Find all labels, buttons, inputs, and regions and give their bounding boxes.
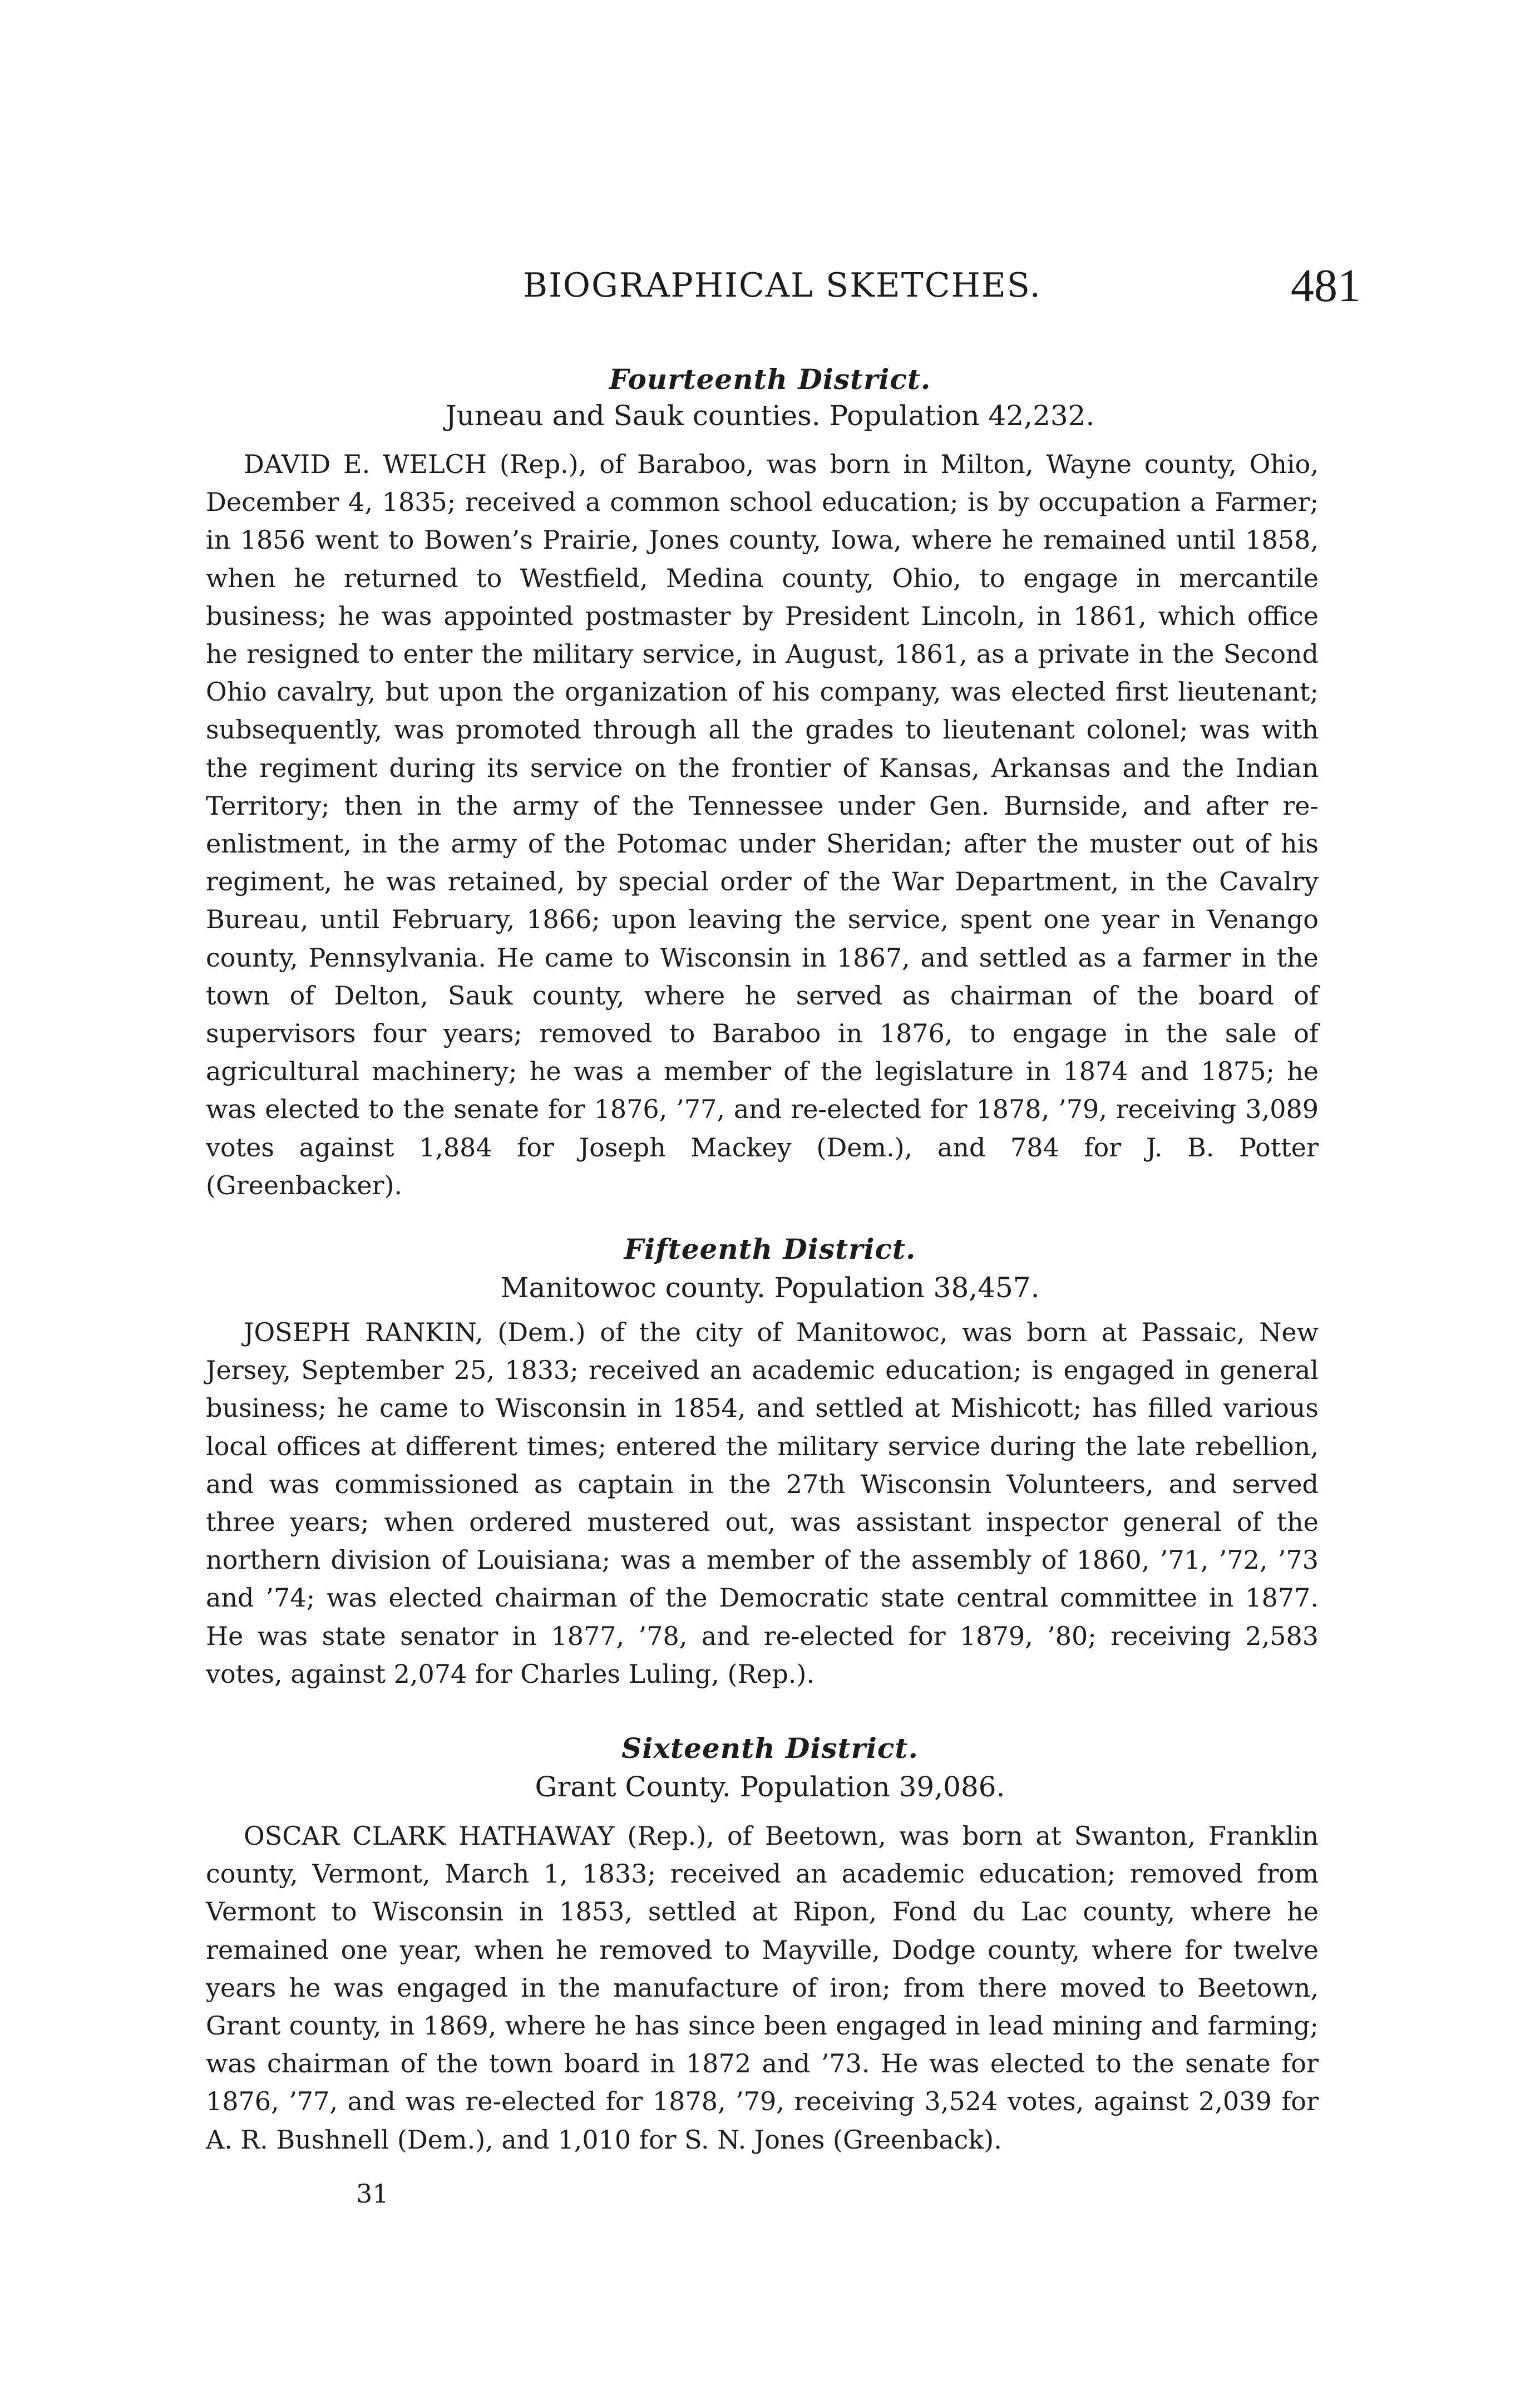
biography-david-e-welch: DAVID E. WELCH (Rep.), of Baraboo, was born in Milton, Wayne county, Ohio, December 4, 1835; received a common school education; is by occupation a Farmer; in 1856 went to Bowen’s Prairie, Jones county, Iowa, where he remained until 1858, when he returned to Westfield, Medina county, Ohio, to engage in mercantile business; he was appointed postmaster by President Lincoln, in 1861, which office he resigned to enter the military service, in August, 1861, as a private in the Second Ohio cavalry, but upon the organization of his company, was elected first lieutenant; subsequently, was promoted through all the grades to lieutenant colonel; was with the regiment during its service on the frontier of Kansas, Arkansas and the Indian Territory; then in the army of the Tennessee under Gen. Burnside, and after re-enlistment, in the army of the Potomac under Sheridan; after the muster out of his regiment, he was retained, by special order of the War Department, in the Cavalry Bureau, until February, 1866; upon leaving the service, spent one year in Venango county, Pennsylvania. He came to Wisconsin in 1867, and settled as a farmer in the town of Delton, Sauk county, where he served as chairman of the board of supervisors four years; removed to Baraboo in 1876, to engage in the sale of agricultural machinery; he was a member of the legislature in 1874 and 1875; he was elected to the senate for 1876, ’77, and re-elected for 1878, ’79, receiving 3,089 votes against 1,884 for Joseph Mackey (Dem.), and 784 for J. B. Potter (Greenbacker). (206, 449, 1319, 1200)
page-number: 481 (1291, 260, 1361, 312)
district-heading-fifteenth: Fifteenth District. (624, 1233, 916, 1265)
district-heading-sixteenth: Sixteenth District. (621, 1732, 919, 1765)
biography-joseph-rankin: JOSEPH RANKIN, (Dem.) of the city of Manitowoc, was born at Passaic, New Jersey, September 25, 1833; received an academic education; is engaged in general business; he came to Wisconsin in 1854, and settled at Mishicott; has filled various local offices at different times; entered the military service during the late rebellion, and was commissioned as captain in the 27th Wisconsin Volunteers, and served three years; when ordered mustered out, was assistant inspector general of the northern division of Louisiana; was a member of the assembly of 1860, ’71, ’72, ’73 and ’74; was elected chairman of the Democratic state central committee in 1877. He was state senator in 1877, ’78, and re-elected for 1879, ’80; receiving 2,583 votes, against 2,074 for Charles Luling, (Rep.). (206, 1317, 1319, 1689)
signature-mark: 31 (356, 2179, 389, 2209)
district-subheading-fifteenth: Manitowoc county. Population 38,457. (500, 1272, 1040, 1304)
district-heading-fourteenth: Fourteenth District. (609, 363, 931, 396)
district-subheading-sixteenth: Grant County. Population 39,086. (535, 1771, 1005, 1803)
biography-oscar-clark-hathaway: OSCAR CLARK HATHAWAY (Rep.), of Beetown, was born at Swanton, Franklin county, Vermont, March 1, 1833; received an academic education; removed from Vermont to Wisconsin in 1853, settled at Ripon, Fond du Lac county, where he remained one year, when he removed to Mayville, Dodge county, where for twelve years he was engaged in the manufacture of iron; from there moved to Beetown, Grant county, in 1869, where he has since been engaged in lead mining and farming; was chairman of the town board in 1872 and ’73. He was elected to the senate for 1876, ’77, and was re-elected for 1878, ’79, receiving 3,524 votes, against 2,039 for A. R. Bushnell (Dem.), and 1,010 for S. N. Jones (Greenback). (206, 1821, 1319, 2155)
district-subheading-fourteenth: Juneau and Sauk counties. Population 42,232. (445, 400, 1095, 432)
running-head: BIOGRAPHICAL SKETCHES. (523, 266, 1042, 305)
